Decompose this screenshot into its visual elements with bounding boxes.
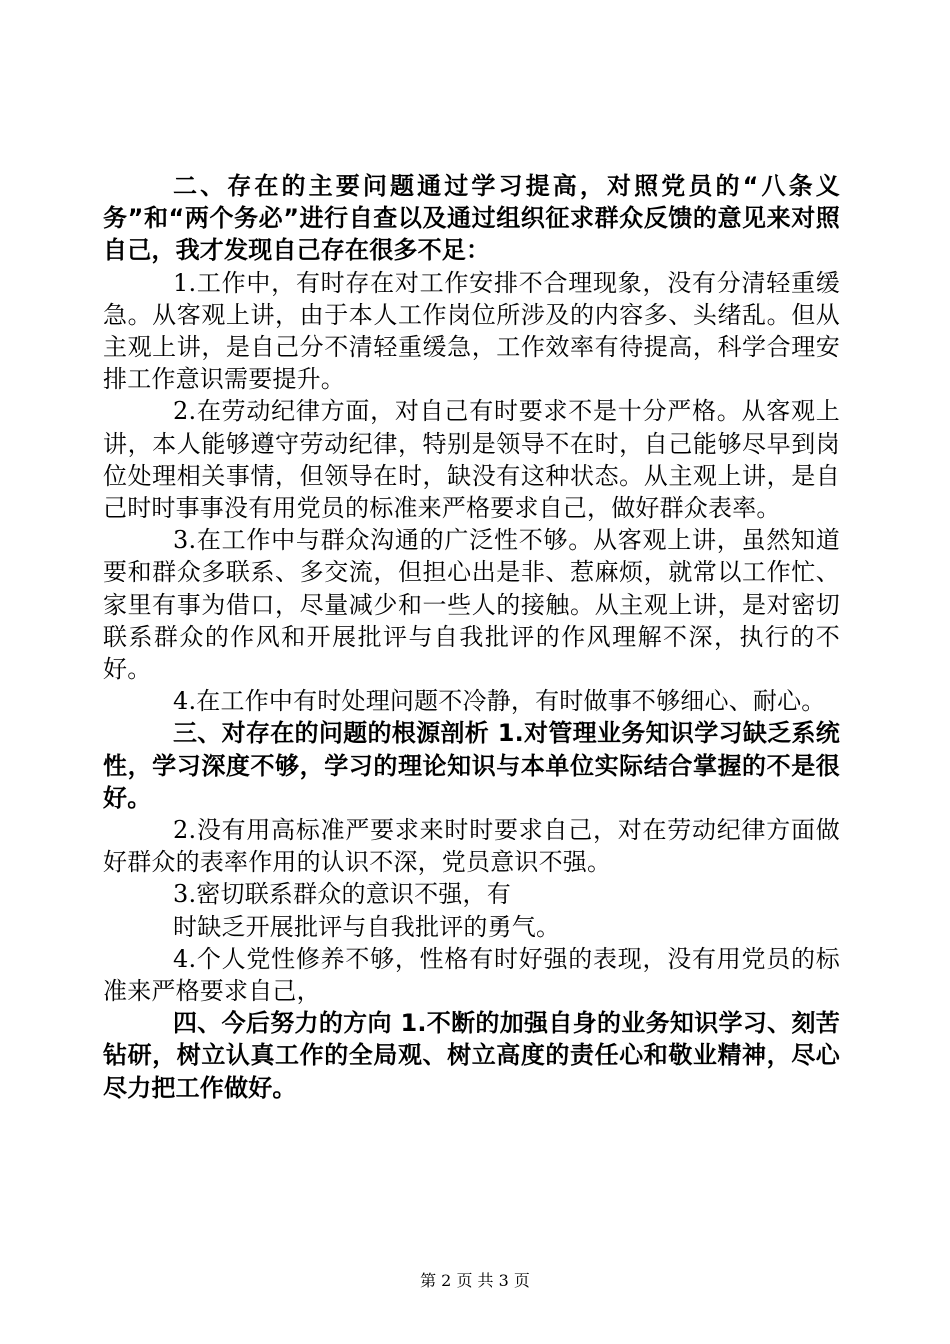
paragraph: 4.在工作中有时处理问题不冷静，有时做事不够细心、耐心。 — [173, 687, 826, 716]
paragraph: 2.在劳动纪律方面，对自己有时要求不是十分严格。从客观上讲，本人能够遵守劳动纪律，特别是领导不在时，自己能够尽早到岗位处理相关事情，但领导在时，缺没有这种状态。从主观上讲，是自己时时事事没有用党员的标准来严格要求自己，做好群众表率。 — [103, 397, 840, 523]
paragraph: 2.没有用高标准严要求来时时要求自己，对在劳动纪律方面做好群众的表率作用的认识不深，党员意识不强。 — [103, 816, 840, 877]
section-heading: 三、对存在的问题的根源剖析 1.对管理业务知识学习缺乏系统性，学习深度不够，学习的理论知识与本单位实际结合掌握的不是很好。 — [103, 719, 840, 812]
paragraph: 3.在工作中与群众沟通的广泛性不够。从客观上讲，虽然知道要和群众多联系、多交流，但担心出是非、惹麻烦，就常以工作忙、家里有事为借口，尽量减少和一些人的接触。从主观上讲，是对密切联系群众的作风和开展批评与自我批评的作风理解不深，执行的不好。 — [103, 526, 840, 684]
document-body — [103, 170, 840, 1104]
section-heading: 四、今后努力的方向 1.不断的加强自身的业务知识学习、刻苦钻研，树立认真工作的全局观、树立高度的责任心和敬业精神，尽心尽力把工作做好。 — [103, 1009, 840, 1102]
section-heading: 二、存在的主要问题通过学习提高，对照党员的“八条义务”和“两个务必”进行自查以及通过组织征求群众反馈的意见来对照自己，我才发现自己存在很多不足： — [103, 172, 840, 265]
paragraph: 3.密切联系群众的意识不强，有 — [173, 880, 511, 909]
paragraph: 1.工作中，有时存在对工作安排不合理现象，没有分清轻重缓急。从客观上讲，由于本人工作岗位所涉及的内容多、头绪乱。但从主观上讲，是自己分不清轻重缓急，工作效率有待提高，科学合理安排工作意识需要提升。 — [103, 268, 840, 394]
page-footer: 第 2 页 共 3 页 — [420, 1271, 530, 1290]
paragraph: 4.个人党性修养不够，性格有时好强的表现，没有用党员的标准来严格要求自己， — [103, 944, 840, 1006]
paragraph: 时缺乏开展批评与自我批评的勇气。 — [173, 912, 561, 941]
